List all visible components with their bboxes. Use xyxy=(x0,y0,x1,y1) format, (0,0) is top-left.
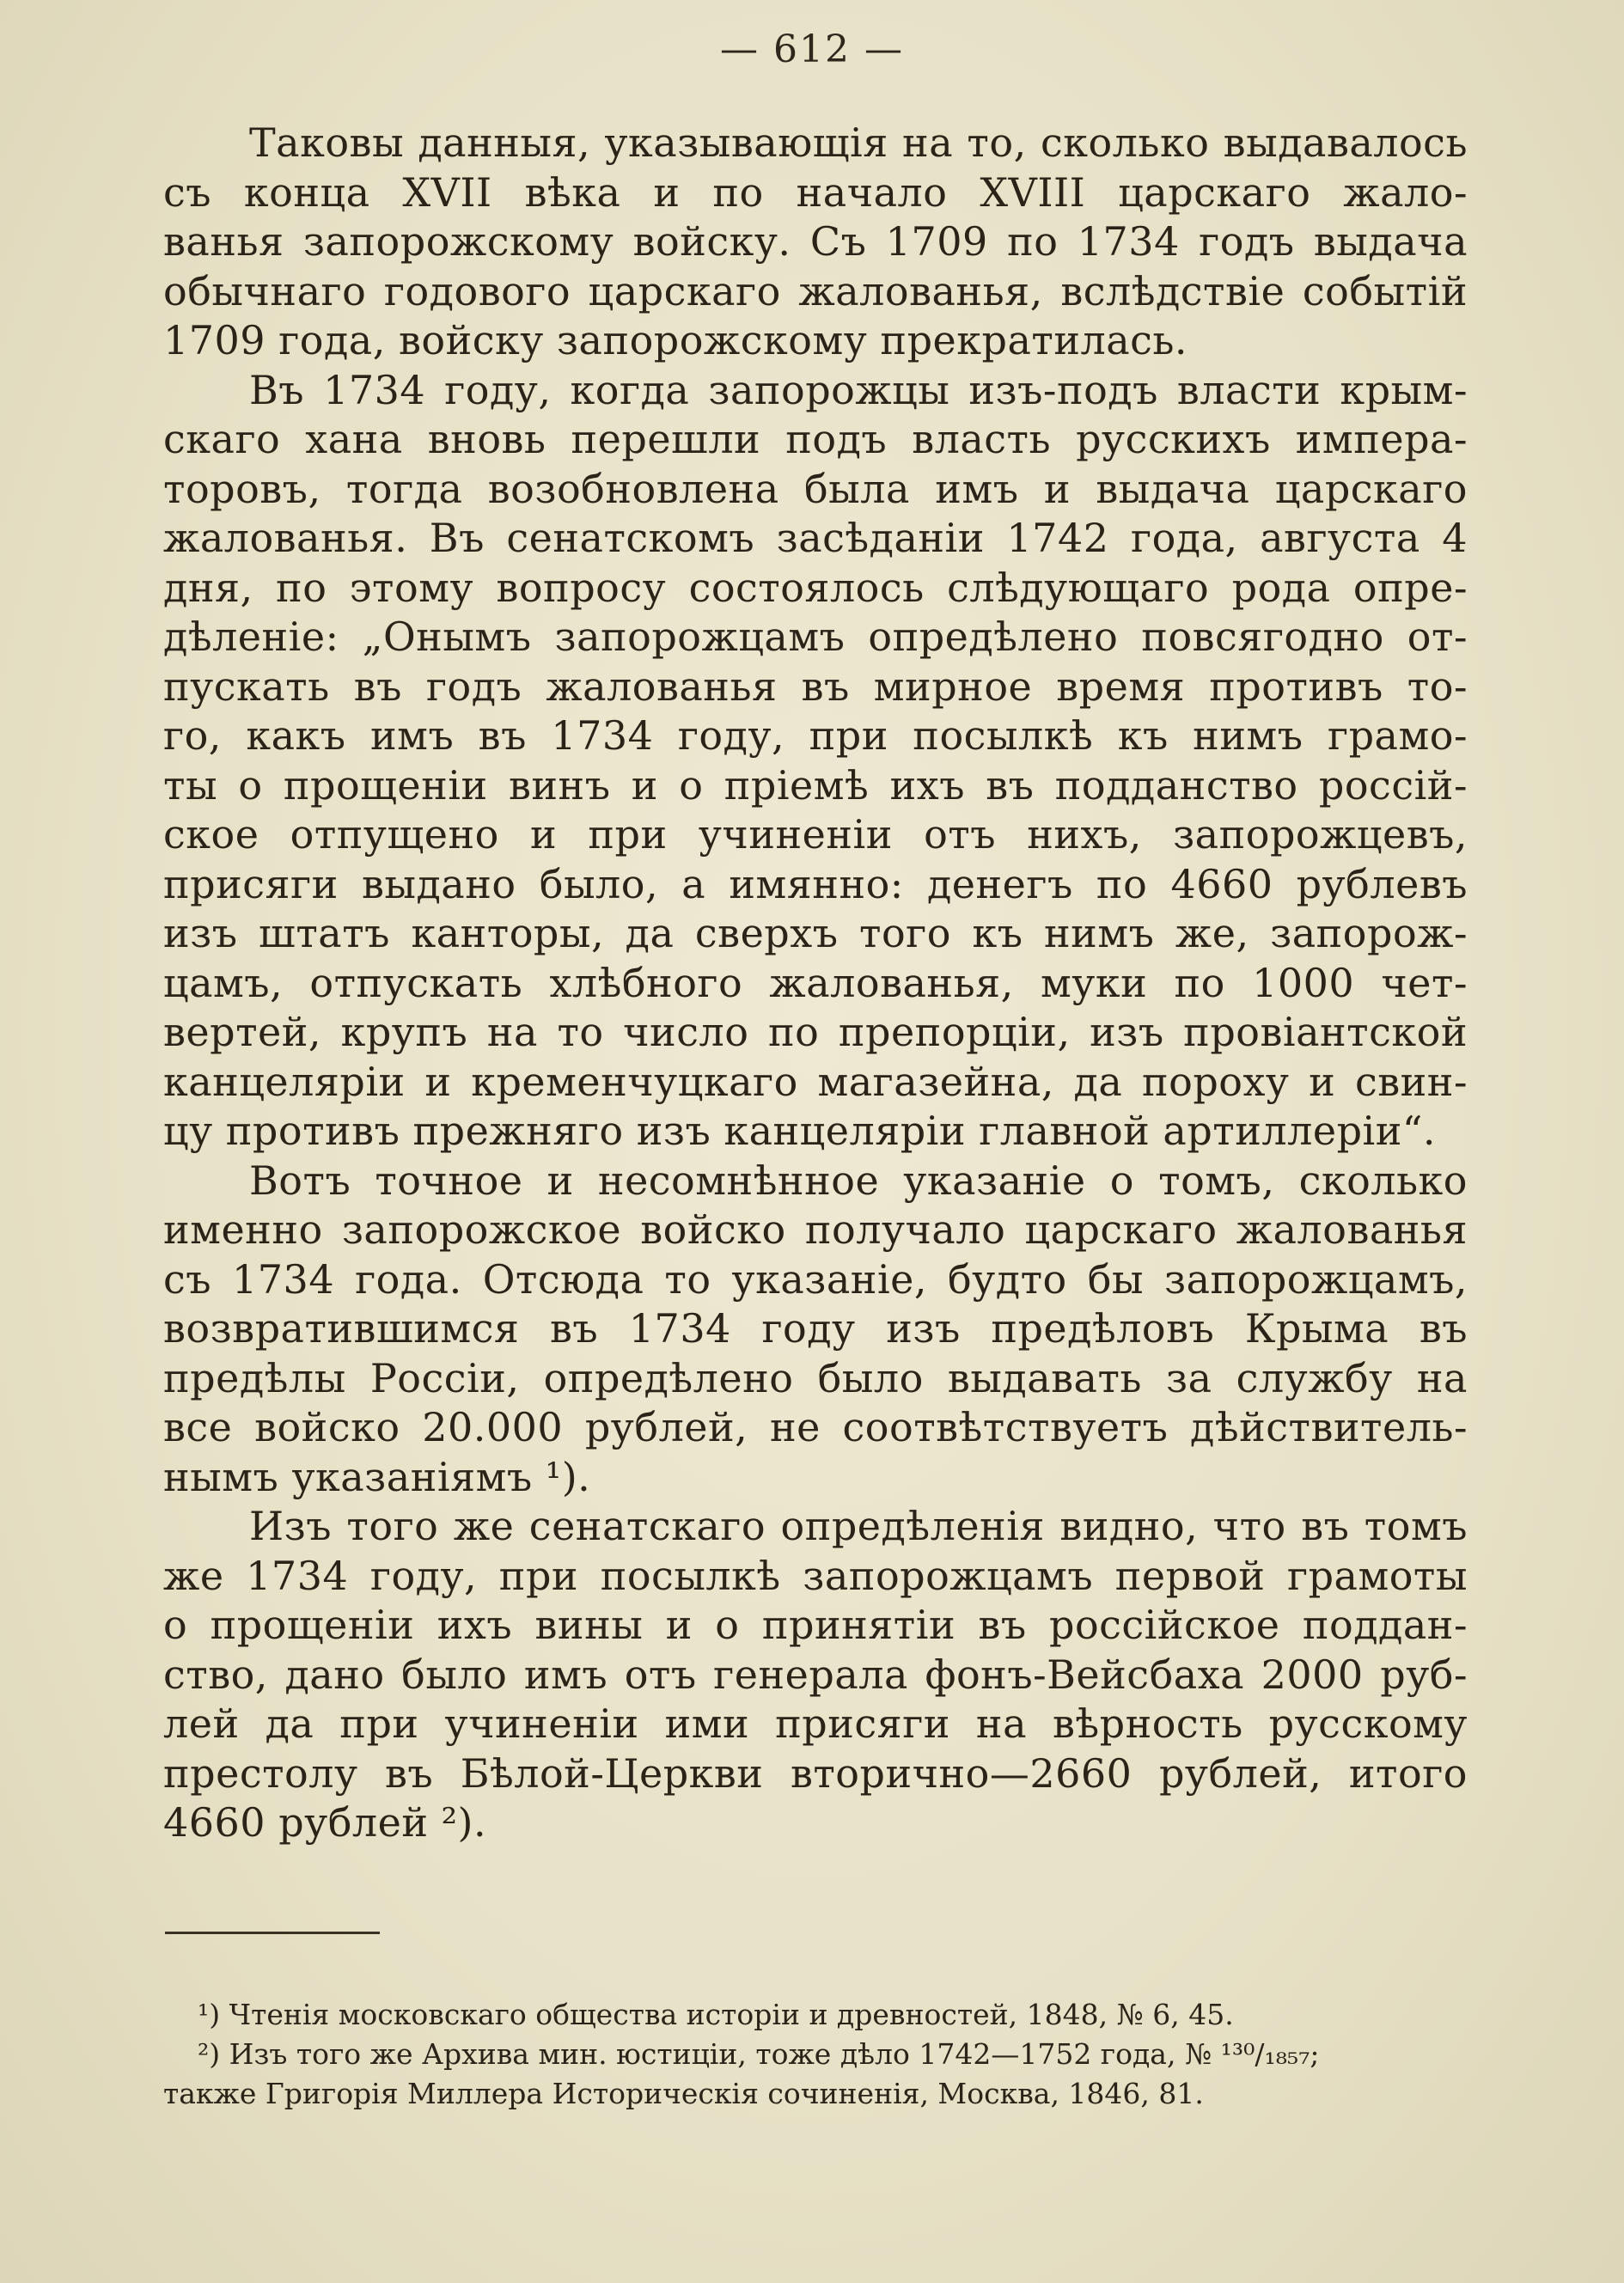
footnote-1: ¹) Чтенія московскаго общества исторіи и древностей, 1848, № 6, 45. xyxy=(198,1998,1234,2031)
text-line: престолу въ Бѣлой-Церкви вторично—2660 рублей, итого xyxy=(163,1749,1468,1797)
text-line: же 1734 году, при посылкѣ запорожцамъ первой грамоты xyxy=(163,1552,1468,1599)
text-line: нымъ указаніямъ ¹). xyxy=(163,1453,591,1500)
text-line: возвратившимся въ 1734 году изъ предѣловъ Крыма въ xyxy=(163,1305,1468,1352)
text-line: торовъ, тогда возобновлена была имъ и выдача царскаго xyxy=(163,465,1468,512)
text-line: 1709 года, войску запорожскому прекратилась. xyxy=(163,317,1188,363)
footnote-divider xyxy=(165,1932,380,1934)
text-line: ское отпущено и при учиненіи отъ нихъ, запорожцевъ, xyxy=(163,811,1468,858)
footnote-2: ²) Изъ того же Архива мин. юстиціи, тоже дѣло 1742—1752 года, № ¹³⁰/₁₈₅₇; xyxy=(198,2037,1320,2071)
text-line: обычнаго годового царскаго жалованья, вслѣдствіе событій xyxy=(163,267,1468,314)
text-line: о прощеніи ихъ вины и о принятіи въ россійское поддан- xyxy=(163,1602,1468,1648)
body-text xyxy=(163,119,1468,1848)
text-line: Вотъ точное и несомнѣнное указаніе о томъ, сколько xyxy=(249,1157,1468,1204)
text-line: изъ штатъ канторы, да сверхъ того къ нимъ же, запорож- xyxy=(163,910,1468,956)
text-line: дня, по этому вопросу состоялось слѣдующаго рода опре- xyxy=(163,564,1468,611)
text-line: скаго хана вновь перешли подъ власть русскихъ импера- xyxy=(163,416,1468,462)
footnotes xyxy=(163,1995,1469,2114)
footnote-2-continuation: также Григорія Миллера Историческія сочиненія, Москва, 1846, 81. xyxy=(163,2077,1204,2110)
text-line: ты о прощеніи винъ и о пріемѣ ихъ въ подданство россій- xyxy=(163,761,1468,809)
text-line: цамъ, отпускать хлѣбного жалованья, муки по 1000 чет- xyxy=(163,959,1468,1006)
text-line: лей да при учиненіи ими присяги на вѣрность русскому xyxy=(163,1700,1468,1747)
text-line: 4660 рублей ²). xyxy=(163,1799,487,1846)
text-line: именно запорожское войско получало царскаго жалованья xyxy=(163,1206,1468,1253)
page-number: — 612 — xyxy=(720,27,904,71)
paragraph-1 xyxy=(163,119,1468,366)
text-line: ванья запорожскому войску. Съ 1709 по 1734 годъ выдача xyxy=(163,218,1468,265)
text-line: съ конца XVII вѣка и по начало XVIII царскаго жало- xyxy=(163,168,1468,216)
text-line: присяги выдано было, а имянно: денегъ по 4660 рублевъ xyxy=(163,860,1468,907)
text-line: все войско 20.000 рублей, не соотвѣтствуетъ дѣйствитель- xyxy=(163,1404,1468,1450)
text-line: ство, дано было имъ отъ генерала фонъ-Вейсбаха 2000 руб- xyxy=(163,1651,1468,1698)
paragraph-2 xyxy=(163,366,1468,1157)
text-line: цу противъ прежняго изъ канцеляріи главной артиллеріи“. xyxy=(163,1108,1437,1154)
text-line: жалованья. Въ сенатскомъ засѣданіи 1742 года, августа 4 xyxy=(163,515,1468,561)
text-line: Въ 1734 году, когда запорожцы изъ-подъ власти крым- xyxy=(249,366,1468,413)
paragraph-3 xyxy=(163,1157,1468,1503)
text-line: дѣленіе: „Онымъ запорожцамъ опредѣлено повсягодно от- xyxy=(163,613,1468,660)
text-line: канцеляріи и кременчуцкаго магазейна, да пороху и свин- xyxy=(163,1058,1468,1105)
text-line: вертей, крупъ на то число по препорціи, изъ провіантской xyxy=(163,1009,1468,1055)
text-line: Таковы данныя, указывающія на то, сколько выдавалось xyxy=(249,119,1468,166)
text-line: пускать въ годъ жалованья въ мирное время противъ то- xyxy=(163,662,1468,710)
text-line: го, какъ имъ въ 1734 году, при посылкѣ къ нимъ грамо- xyxy=(163,712,1468,759)
text-line: Изъ того же сенатскаго опредѣленія видно, что въ томъ xyxy=(249,1503,1468,1549)
text-line: съ 1734 года. Отсюда то указаніе, будто бы запорожцамъ, xyxy=(163,1255,1468,1303)
paragraph-4 xyxy=(163,1502,1468,1848)
text-line: предѣлы Россіи, опредѣлено было выдавать за службу на xyxy=(163,1354,1468,1401)
